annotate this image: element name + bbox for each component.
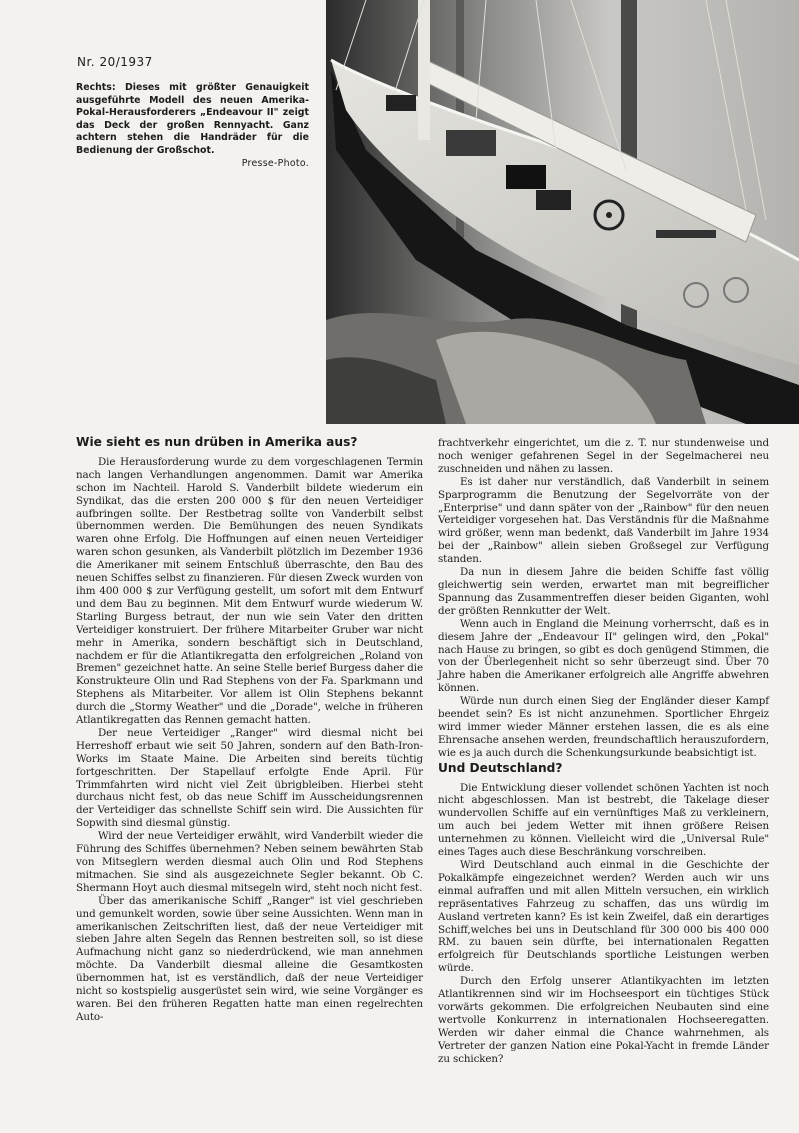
article-paragraph: Wird Deutschland auch einmal in die Geschichte der Pokalkämpfe eingezeichnet werden? Werden auch wir uns einmal aufraffen und mit allen Mitteln versuchen, ein wirklich repräsentatives Fahrzeug zu schaffen, das uns würdig im Ausland vertreten kann? Es ist kein Zweifel, daß ein derartiges Schiff,welches bei uns in Deutschland für 300 000 bis 400 000 RM. zu bauen sein dürfte, bei internationalen Regatten erfolgreich für Deutschlands sportliche Leistungen werben würde. [438, 859, 769, 975]
article-paragraph: Wenn auch in England die Meinung vorherrscht, daß es in diesem Jahre der „Endeavour II" gelingen wird, den „Pokal" nach Hause zu bringen, so gibt es doch genügend Stimmen, die von der Überlegenheit nicht so sehr überzeugt sind. Über 70 Jahre haben die Amerikaner erfolgreich alle Angriffe abwehren können. [438, 617, 769, 695]
article-paragraph: frachtverkehr eingerichtet, um die z. T. nur stundenweise und noch weniger gefahrenen Segel in der Segelmacherei neu zuschneiden und nähen zu lassen. [438, 437, 769, 475]
article-paragraph: Da nun in diesem Jahre die beiden Schiffe fast völlig gleichwertig sein werden, erwartet man mit begreiflicher Spannung das Zusammentreffen dieser beiden Giganten, wohl der größten Rennkutter der Welt. [438, 566, 769, 617]
photo-credit: Presse-Photo. [241, 157, 309, 169]
article-paragraph: Würde nun durch einen Sieg der Engländer dieser Kampf beendet sein? Es ist nicht anzunehmen. Sportlicher Ehrgeiz wird immer wieder Männer erstehen lassen, die es als eine Ehrensache ansehen werden, freundschaftlich herauszufordern, wie es ja auch durch die Schenkungsurkunde beabsichtigt ist. [438, 695, 769, 759]
yacht-model-photo [326, 0, 799, 424]
photo-caption [76, 82, 309, 170]
caption-text: Rechts: Dieses mit größter Genauigkeit ausgeführte Modell des neuen Amerika-Pokal-Herausforderers „Endeavour II" zeigt das Deck der großen Rennyacht. Ganz achtern stehen die Handräder für die Bedienung der Großschot. [76, 82, 309, 156]
article-paragraph: Die Entwicklung dieser vollendet schönen Yachten ist noch nicht abgeschlossen. Man ist bestrebt, die Takelage dieser wundervollen Schiffe auf ein vernünftiges Maß zu verkleinern, um auch bei jedem Wetter mit ihnen größere Reisen unternehmen zu können. Vielleicht wird die „Universal Rule" eines Tages auch diese Beschränkung vorschreiben. [438, 781, 769, 859]
page-number: Nr. 20/1937 [77, 55, 153, 69]
article-paragraph: Wird der neue Verteidiger erwählt, wird Vanderbilt wieder die Führung des Schiffes übernehmen? Neben seinem bewährten Stab von Mitseglern werden diesmal auch Olin und Rod Stephens mitmachen. Sie sind als ausgezeichnete Segler bekannt. Ob C. Shermann Hoyt auch diesmal mitsegeln wird, steht noch nicht fest. [76, 830, 423, 894]
right-column [438, 437, 769, 1066]
article-paragraph: Durch den Erfolg unserer Atlantikyachten im letzten Atlantikrennen sind wir im Hochseesport ein tüchtiges Stück vorwärts gekommen. Die erfolgreichen Neubauten sind eine wertvolle Konkurrenz in internationalen Hochseeregatten. Werden wir daher einmal die Chance wahrnehmen, als Vertreter der ganzen Nation eine Pokal-Yacht in fremde Länder zu schicken? [438, 975, 769, 1065]
section-heading-deutschland: Und Deutschland? [438, 760, 563, 775]
article-paragraph: Es ist daher nur verständlich, daß Vanderbilt in seinem Sparprogramm die Benutzung der Segelvorräte von der „Enterprise" und dann später von der „Rainbow" für den neuen Verteidiger vorgesehen hat. Das Verständnis für die Maßnahme wird größer, wenn man bedenkt, daß Vanderbilt im Jahre 1934 bei der „Rainbow" allein sieben Großsegel zur Verfügung standen. [438, 475, 769, 566]
left-column [76, 436, 423, 1024]
article-paragraph: Über das amerikanische Schiff „Ranger" ist viel geschrieben und gemunkelt worden, sowie über seine Aussichten. Wenn man in amerikanischen Zeitschriften liest, daß der neue Verteidiger mit sieben Jahre alten Segeln das Rennen bestreiten soll, so ist diese Aufmachung nicht ganz so niederdrückend, wie man annehmen möchte. Da Vanderbilt diesmal alleine die Gesamtkosten übernommen hat, ist es verständlich, daß der neue Verteidiger nicht so kostspielig ausgerüstet sein wird, wie seine Vorgänger es waren. Bei den früheren Regatten hatte man einen regelrechten Auto- [76, 894, 423, 1023]
article-paragraph: Der neue Verteidiger „Ranger" wird diesmal nicht bei Herreshoff erbaut wie seit 50 Jahren, sondern auf den Bath-Iron-Works im Staate Maine. Die Arbeiten sind bereits tüchtig fortgeschritten. Der Stapellauf erfolgte Ende April. Für Trimmfahrten wird nicht viel Zeit übrigbleiben. Hierbei steht durchaus nicht fest, ob das neue Schiff im Ausscheidungsrennen der Verteidiger das schnellste Schiff sein wird. Die Aussichten für Sopwith sind diesmal günstig. [76, 726, 423, 830]
article-paragraph: Die Herausforderung wurde zu dem vorgeschlagenen Termin nach langen Verhandlungen angenommen. Damit war Amerika schon im Nachteil. Harold S. Vanderbilt bildete wiederum ein Syndikat, das die ersten 200 000 $ für den neuen Verteidiger aufbringen sollte. Der Restbetrag sollte von Vanderbilt selbst übernommen werden. Die Bemühungen des neuen Syndikats waren ohne Erfolg. Die Hoffnungen auf einen neuen Verteidiger waren schon gesunken, als Vanderbilt plötzlich im Dezember 1936 die Amerikaner mit seinem Entschluß überraschte, den Bau des neuen Schiffes selbst zu finanzieren. Für diesen Zweck wurden von ihm 400 000 $ zur Verfügung gestellt, um sofort mit dem Entwurf und dem Bau zu beginnen. Mit dem Entwurf wurde wiederum W. Starling Burgess betraut, der nun wie sein Vater den dritten Verteidiger konstruiert. Der frühere Mitarbeiter Gruber war nicht mehr in Amerika, sondern beschäftigt sich in Deutschland, nachdem er für die Atlantikregatta den erfolgreichen „Roland von Bremen" gezeichnet hatte. An seine Stelle berief Burgess daher die Konstrukteure Olin und Rad Stephens von der Fa. Sparkmann und Stephens als Mitarbeiter. Vor allem ist Olin Stephens bekannt durch die „Stormy Weather" und die „Dorade", welche in früheren Atlantikregatten das Rennen gemacht hatten. [76, 455, 423, 727]
section-heading-amerika: Wie sieht es nun drüben in Amerika aus? [76, 435, 358, 449]
